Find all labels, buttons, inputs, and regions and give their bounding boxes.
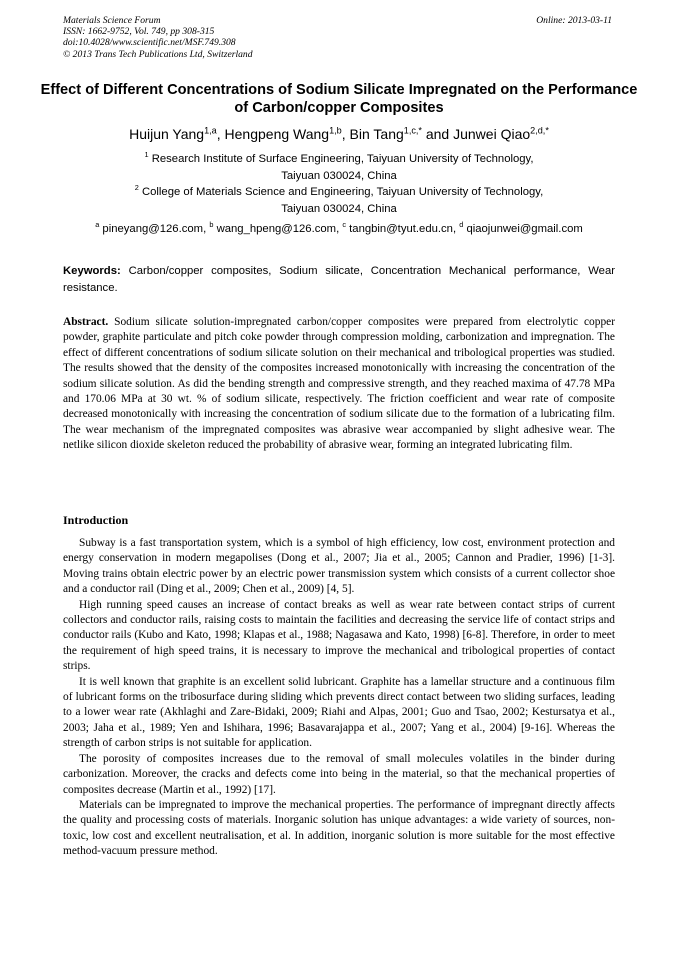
paragraph: The porosity of composites increases due to the removal of small molecules volatiles in the binder during carbonization. Moreover, the cracks and defects come into being in the material, so that the mechanical properties of composites decrease (Martin et al., 1992) [17]. (63, 752, 615, 796)
abstract (63, 315, 615, 454)
paragraph: Subway is a fast transportation system, which is a symbol of high efficiency, low cost, environment protection and energy conservation in modern megapolises (Dong et al., 2007; Jia et al., 2005; Cannon and Pradier, 1996) [1-3]. Moving trains obtain electric power by an electric power transmission system which consists of a current collector shoe and a conductor rail (Ding et al., 2009; Chen et al., 2009) [4, 5]. (63, 537, 615, 596)
author: Bin Tang$^{1,c,*}$ and (349, 125, 454, 142)
keywords-label: Keywords: (63, 265, 121, 277)
abstract-text: Sodium silicate solution-impregnated carbon/copper composites were prepared from electrolytic copper powder, graphite particulate and pitch coke powder through compression molding, carbonization and impregnation. The effect of different concentrations of sodium silicate solution on their mechanical and tribological properties was studied. The results showed that the density of the composites increased monotonically with increasing the concentration of the sodium silicate solution. As did the bending strength and compressive strength, and they reached maxima of 47.78 MPa and 170.06 MPa at 30 wt. % of sodium silicate, respectively. The friction coefficient and wear rate of composite decreased monotonically with increasing the concentration of sodium silicate due to the formation of a lubricating film. The wear mechanism of the impregnated composites was abrasive wear accompanied by slight adhesive wear. The netlike silicon dioxide skeleton reduced the probability of abrasive wear, forming an integrated lubricating film. (63, 316, 615, 452)
journal-name: Materials Science Forum (63, 15, 161, 26)
author-list (40, 125, 638, 143)
email[interactable]: $^b$ wang_hpeng@126.com (209, 220, 337, 235)
paper-title: Effect of Different Concentrations of Sodium Silicate Impregnated on the Performance of Carbon/copper Composites (40, 82, 638, 116)
affiliation-1: $^1$ Research Institute of Surface Engineering, Taiyuan University of Technology, Taiyuan 030024, China (144, 150, 534, 182)
author: Huijun Yang$^{1,a}$, (129, 125, 225, 142)
author-emails: $^a$ pineyang@126.com, $^b$ wang_hpeng@126.com, $^c$ tangbin@tyut.edu.cn, $^d$ qiaojunwei@gmail.com (95, 220, 583, 235)
author: Junwei Qiao$^{2,d,*}$ (453, 125, 549, 142)
paragraph: It is well known that graphite is an excellent solid lubricant. Graphite has a lamellar structure and a continuous film of lubricant forms on the tribosurface during sliding which prevents direct contact between two sliding surfaces, leading to a lower wear rate (Akhlaghi and Zare-Bidaki, 2009; Riahi and Alpas, 2001; Guo and Tsao, 2002; Kestursatya et al., 2003; Jaha et al., 1989; Yen and Ishihara, 1996; Basavarajappa et al., 2007; Yang et al., 2004) [9-16]. Whereas the strength of carbon strips is not suitable for application. (63, 675, 615, 750)
keywords-text: Carbon/copper composites, Sodium silicate, Concentration Mechanical performance, Wear resistance. (63, 265, 615, 294)
paragraph: Materials can be impregnated to improve the mechanical properties. The performance of impregnant directly affects the quality and processing costs of materials. Inorganic solution has unique advantages: a wide variety of sources, non-toxic, low cost and excellent neutralisation, et al. In addition, inorganic solution is more suitable for the most effective method-vacuum pressure method. (63, 798, 615, 858)
keywords (63, 263, 615, 297)
email[interactable]: $^c$ tangbin@tyut.edu.cn (342, 220, 453, 235)
online-date: Online: 2013-03-11 (536, 15, 612, 26)
running-header (63, 15, 253, 60)
copyright-line: © 2013 Trans Tech Publications Ltd, Switzerland (63, 48, 253, 60)
author: Hengpeng Wang$^{1,b}$, (224, 125, 350, 142)
abstract-label: Abstract. (63, 316, 109, 328)
affiliation-2: $^2$ College of Materials Science and Engineering, Taiyuan University of Technology, Taiyuan 030024, China (134, 183, 544, 215)
email[interactable]: $^d$ qiaojunwei@gmail.com (459, 220, 583, 235)
doi-line: doi:10.4028/www.scientific.net/MSF.749.308 (63, 37, 236, 49)
section-heading-introduction: Introduction (63, 513, 129, 527)
paragraph: High running speed causes an increase of contact breaks as well as wear rate between contact strips of current collectors and conductor rails, raising costs to maintain the facilities and decreasing the service life of contact strips and conductor rails (Kubo and Kato, 1998; Klapas et al., 1988; Nagasawa and Kato, 1998) [6-8]. Therefore, in order to meet the requirement of high speed trains, it is necessary to improve the mechanical and tribological properties of contact strips. (63, 598, 615, 673)
introduction-body (63, 536, 615, 860)
issn-line: ISSN: 1662-9752, Vol. 749, pp 308-315 (63, 26, 215, 38)
email[interactable]: $^a$ pineyang@126.com (95, 220, 204, 235)
